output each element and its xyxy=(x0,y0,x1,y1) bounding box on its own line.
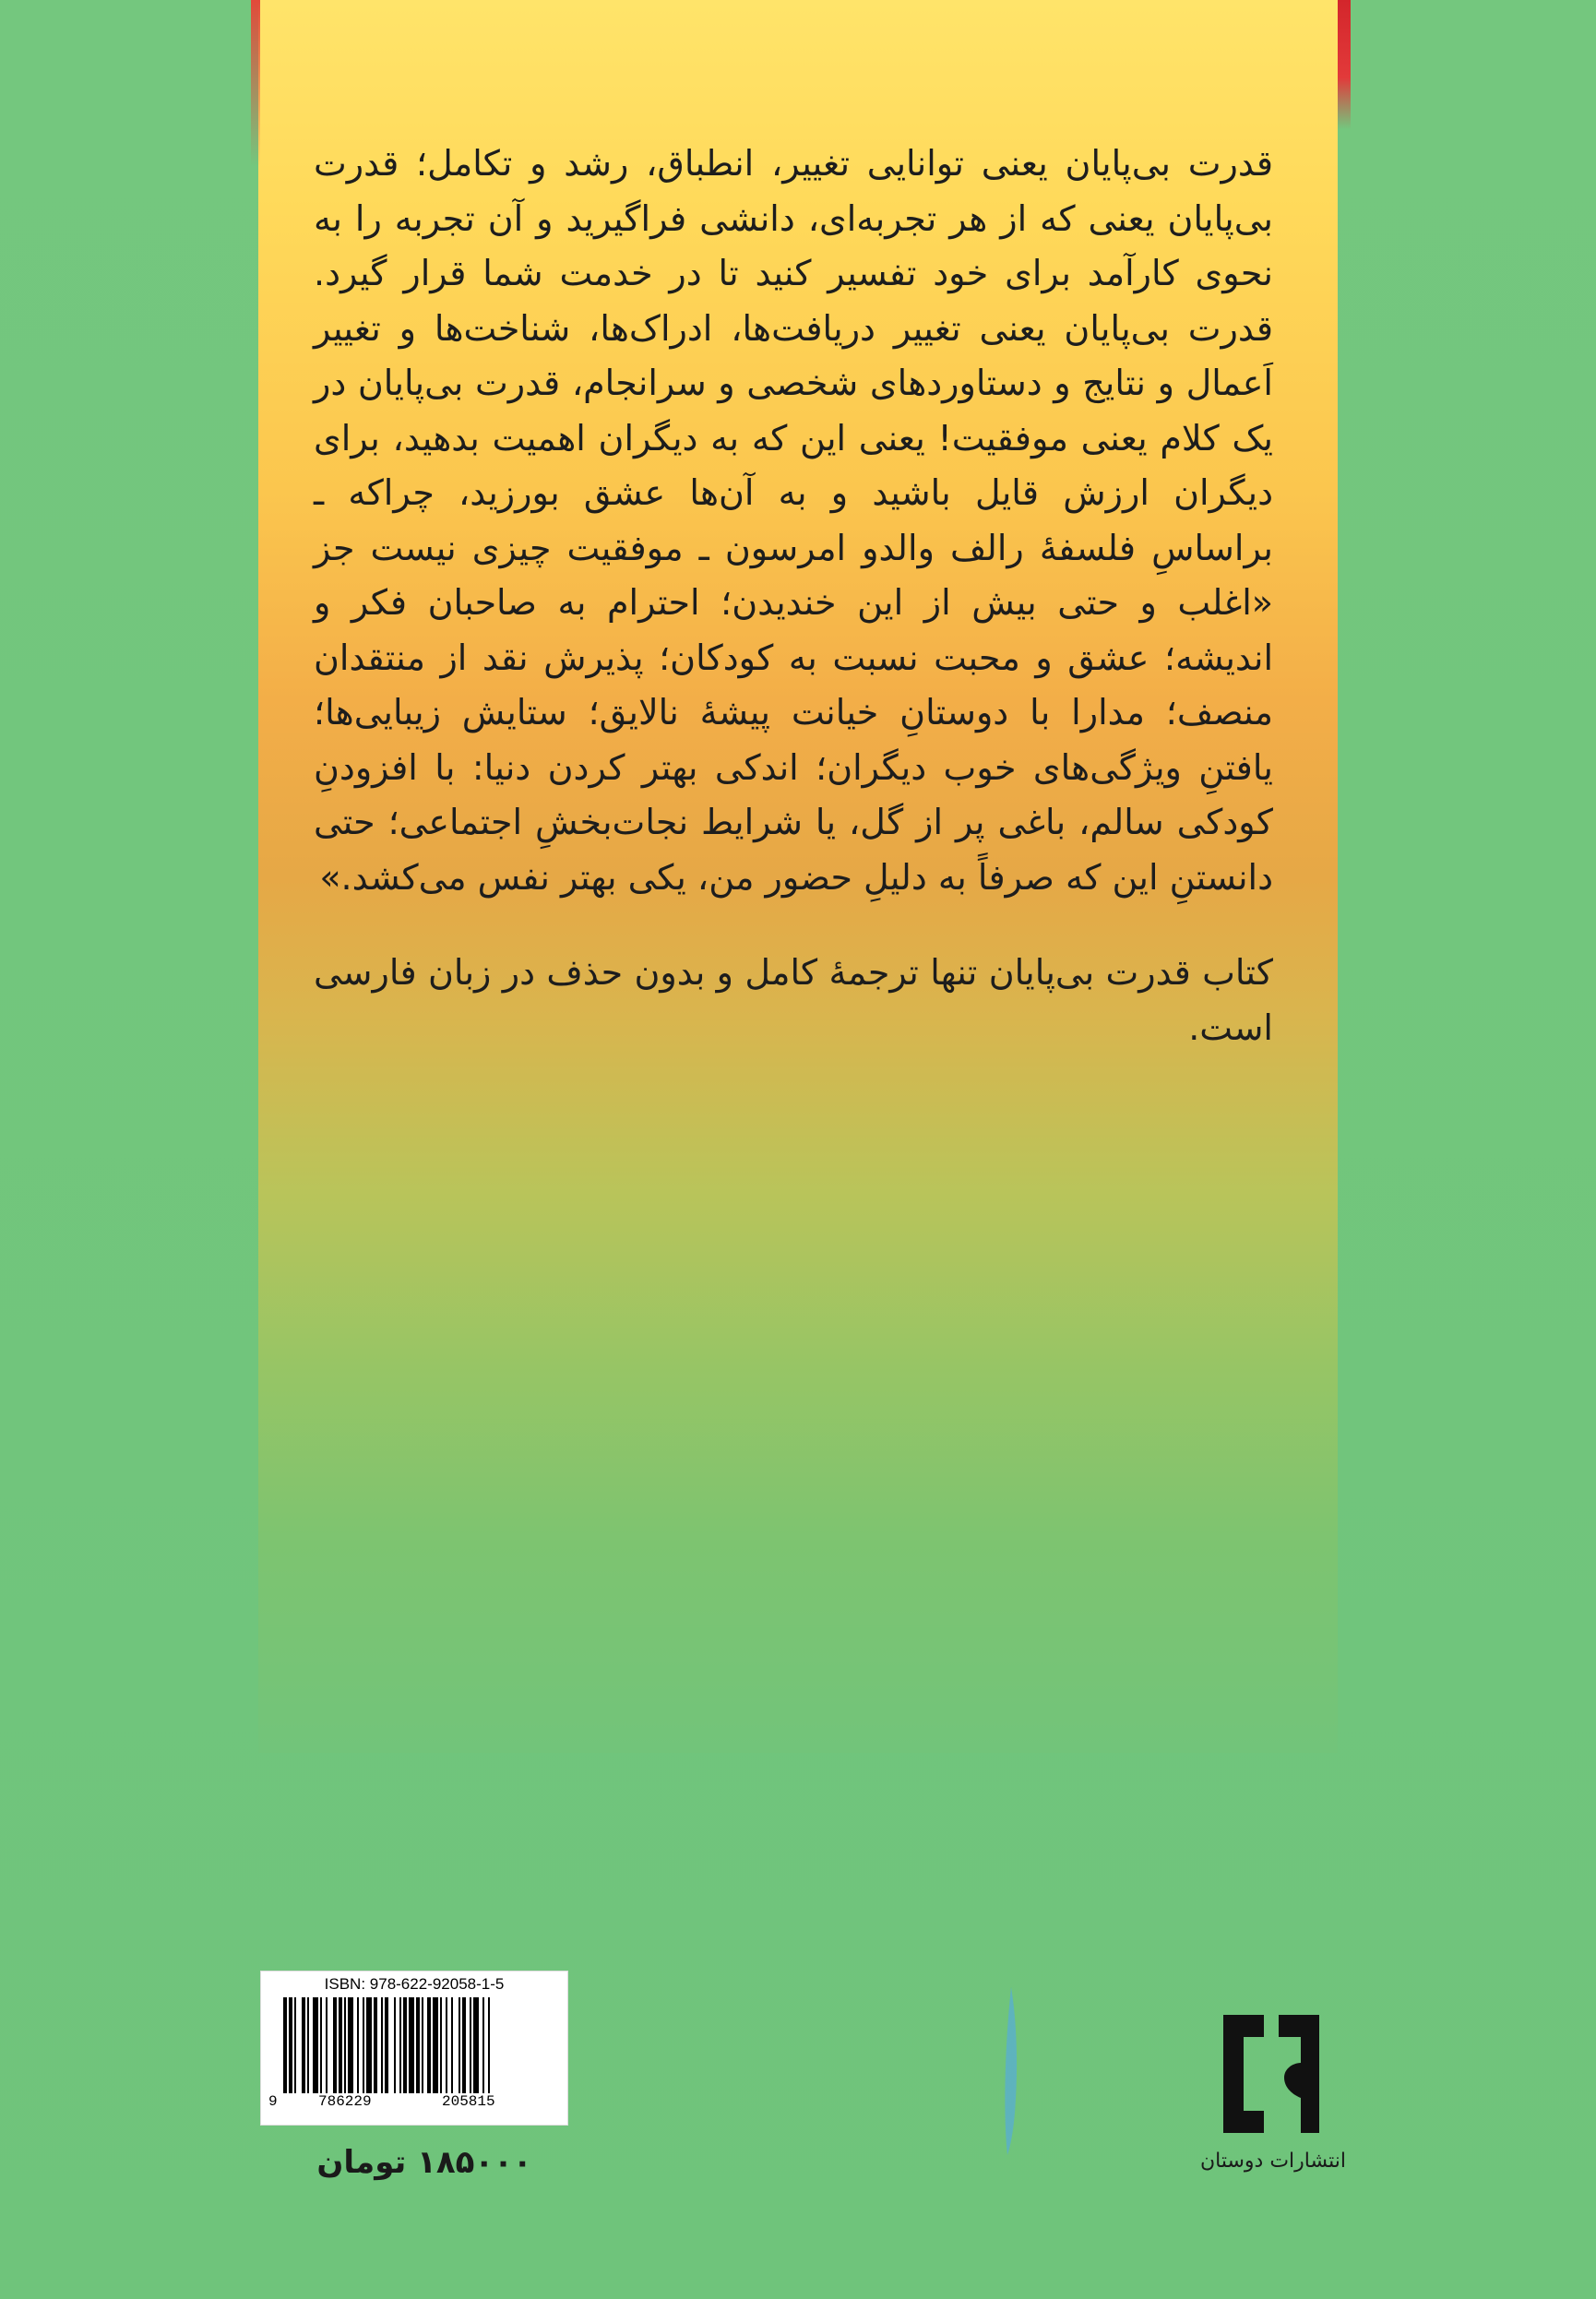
red-edge-right xyxy=(1338,0,1351,129)
barcode-bar xyxy=(294,1997,296,2093)
barcode-bar xyxy=(357,1997,359,2093)
barcode-bar xyxy=(394,1997,396,2093)
barcode-bar xyxy=(440,1997,442,2093)
barcode-bar xyxy=(381,1997,383,2093)
blue-ink-mark xyxy=(998,1983,1026,2159)
barcode-bar xyxy=(366,1997,372,2093)
barcode-bar xyxy=(462,1997,466,2093)
barcode-bar xyxy=(363,1997,364,2093)
blurb-paragraph-2: کتاب قدرت بی‌پایان تنها ترجمهٔ کامل و بدون حذف در زبان فارسی است. xyxy=(314,952,1273,1048)
isbn-label: ISBN: 978-622-92058-1-5 xyxy=(324,1975,505,1993)
blurb-paragraph-1: قدرت بی‌پایان یعنی توانایی تغییر، انطباق، رشد و تکامل؛ قدرت بی‌پایان یعنی که از هر تجربه‌ای، دانشی فراگیرید و آن تجربه را به نحوی کارآمد برای خود تفسیر کنید تا در خدمت شما قرار گیرد. قدرت بی‌پایان یعنی تغییر دریافت‌ها، ادراک‌ها، شناخت‌ها و تغییر اَعمال و نتایج و دستاوردهای شخصی و سرانجام، قدرت بی‌پایان در یک کلام یعنی موفقیت! یعنی این که به دیگران اهمیت بدهید، برای دیگران ارزش قایل باشید و به آن‌ها عشق بورزید، چراکه ـ براساسِ فلسفهٔ رالف والدو امرسون ـ موفقیت چیزی نیست جز «اغلب و حتی بیش از این خندیدن؛ احترام به صاحبان فکر و اندیشه؛ عشق و محبت نسبت به کودکان؛ پذیرش نقد از منتقدان منصف؛ مدارا با دوستانِ خیانت پیشهٔ نالایق؛ ستایش زیبایی‌ها؛ یافتنِ ویژگی‌های خوب دیگران؛ اندکی بهتر کردن دنیا: با افزودنِ کودکی سالم، باغی پر از گل، یا شرایط نجات‌بخشِ اجتماعی؛ حتی دانستنِ این که صرفاً به دلیلِ حضور من، یکی بهتر نفس می‌کشد.» xyxy=(314,143,1273,898)
barcode-bar xyxy=(326,1997,328,2093)
barcode-bar xyxy=(399,1997,401,2093)
barcode-bar xyxy=(416,1997,420,2093)
barcode-bar xyxy=(339,1997,342,2093)
barcode-bar xyxy=(374,1997,377,2093)
barcode-bar xyxy=(320,1997,322,2093)
publisher-logo-icon xyxy=(1216,2009,1327,2138)
barcode-bar xyxy=(348,1997,353,2093)
red-edge-left xyxy=(251,0,260,166)
barcode-digits-right: 205815 xyxy=(442,2093,495,2110)
barcode-bar xyxy=(422,1997,423,2093)
barcode-digit-lead: 9 xyxy=(268,2093,278,2110)
blurb xyxy=(314,137,1273,1055)
barcode-bar xyxy=(409,1997,414,2093)
barcode-bar xyxy=(470,1997,471,2093)
barcode-bar xyxy=(451,1997,453,2093)
barcode-bars xyxy=(283,1997,551,2093)
barcode-bar xyxy=(433,1997,438,2093)
price-label: ۱۸۵۰۰۰ تومان xyxy=(316,2144,532,2181)
barcode-bar xyxy=(403,1997,407,2093)
barcode xyxy=(260,1971,568,2126)
barcode-bar xyxy=(289,1997,292,2093)
barcode-bar xyxy=(482,1997,484,2093)
barcode-bar xyxy=(313,1997,318,2093)
barcode-bar xyxy=(459,1997,460,2093)
barcode-bar xyxy=(333,1997,337,2093)
barcode-bar xyxy=(427,1997,431,2093)
barcode-bar xyxy=(488,1997,490,2093)
barcode-bar xyxy=(446,1997,447,2093)
barcode-bar xyxy=(344,1997,346,2093)
barcode-bar xyxy=(283,1997,287,2093)
barcode-bar xyxy=(385,1997,388,2093)
publisher-name: انتشارات دوستان xyxy=(1200,2150,1346,2173)
barcode-bar xyxy=(307,1997,309,2093)
barcode-bar xyxy=(302,1997,305,2093)
barcode-bar xyxy=(473,1997,479,2093)
barcode-digits-left: 786229 xyxy=(318,2093,372,2110)
